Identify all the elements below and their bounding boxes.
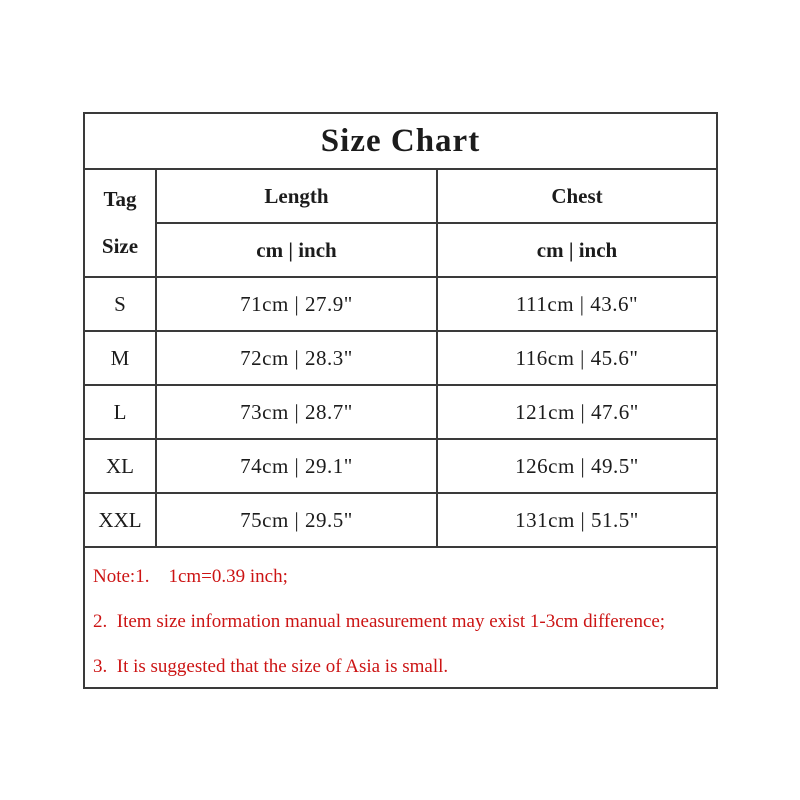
table-row-s-tag: S [85,276,155,330]
table-row-m-chest: 116cm | 45.6" [436,330,716,384]
table-row-l-length: 73cm | 28.7" [155,384,436,438]
header-tag-size-cell [85,168,155,276]
table-row-m-length: 72cm | 28.3" [155,330,436,384]
table-row-xxl-length: 75cm | 29.5" [155,492,436,546]
notes-section [85,546,716,687]
table-row-s-chest: 111cm | 43.6" [436,276,716,330]
table-row-xxl-chest: 131cm | 51.5" [436,492,716,546]
table-row-l-chest: 121cm | 47.6" [436,384,716,438]
table-row-s-length: 71cm | 27.9" [155,276,436,330]
table-row-xl-length: 74cm | 29.1" [155,438,436,492]
note-line-3: 3. It is suggested that the size of Asia is small. [93,655,449,677]
size-chart-title: Size Chart [320,122,481,159]
size-chart-table [83,112,718,689]
header-tag-line: Tag [103,187,137,211]
table-row-xl-tag: XL [85,438,155,492]
table-row-l-tag: L [85,384,155,438]
table-row-m-tag: M [85,330,155,384]
header-size-line: Size [101,234,139,258]
header-length-unit: cm | inch [155,222,436,276]
table-row-xxl-tag: XXL [85,492,155,546]
note-line-1: Note:1. 1cm=0.39 inch; [93,565,288,587]
header-chest-unit: cm | inch [436,222,716,276]
note-line-2: 2. Item size information manual measurement may exist 1-3cm difference; [93,610,666,632]
header-chest: Chest [436,168,716,222]
header-length: Length [155,168,436,222]
table-row-xl-chest: 126cm | 49.5" [436,438,716,492]
